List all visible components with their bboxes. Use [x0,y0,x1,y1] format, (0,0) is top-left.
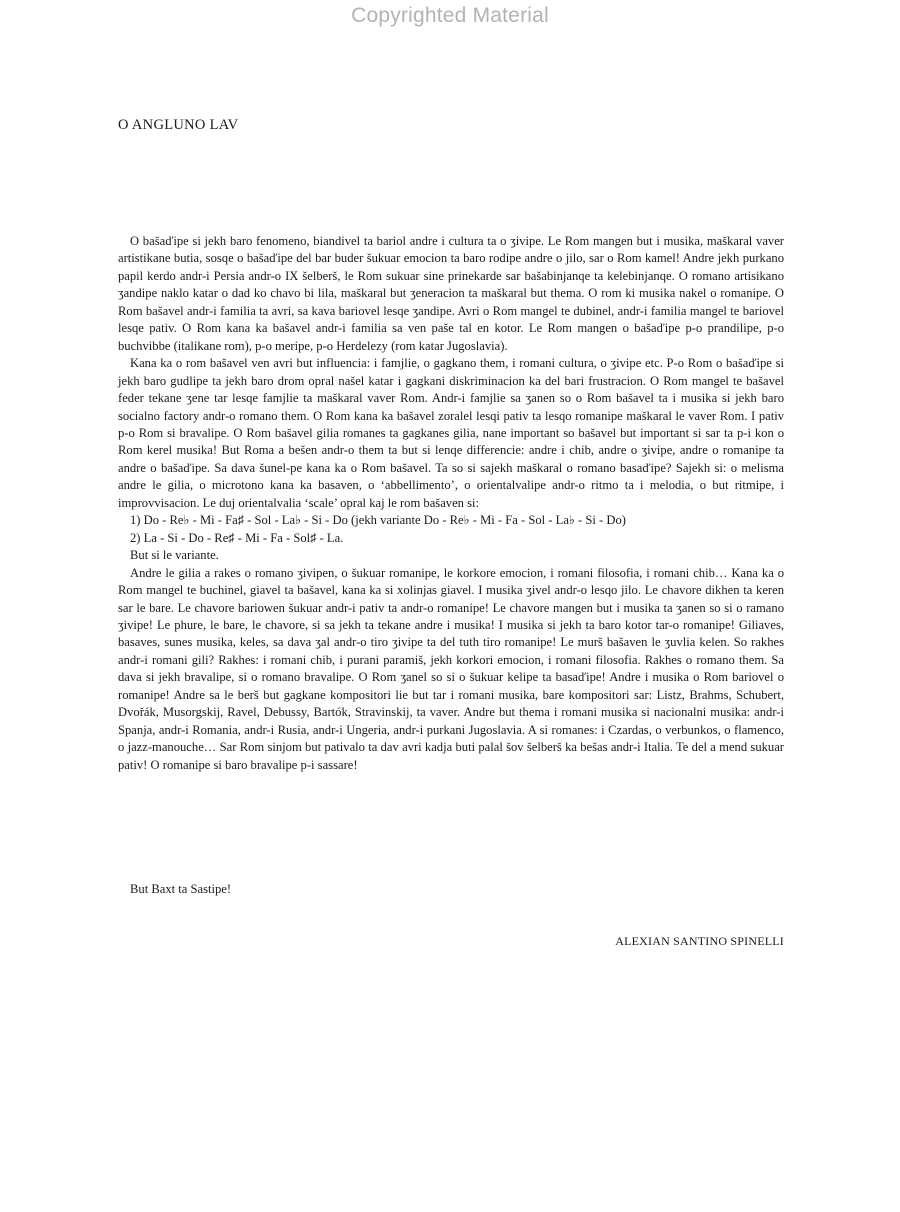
paragraph-variants: But si le variante. [130,548,219,563]
scale-one: 1) Do - Re♭ - Mi - Fa♯ - Sol - La♭ - Si - Do (jekh variante Do - Re♭ - Mi - Fa - Sol - La♭ - Si - Do) [130,513,626,528]
page-title: O ANGLUNO LAV [118,117,239,133]
author-signature: ALEXIAN SANTINO SPINELLI [615,934,784,948]
paragraph-songs: Andre le gilia a rakes o romano ʒivipen, o šukuar romanipe, le korkore emocion, i romani filosofia, i romani chib… Kana ka o Rom mangel te buchinel, giavel ta bašavel, kana ka si xolinjas giavel. I musika ʒivel andr-o lesqo jilo. Le chavore dikhen ta keren sar le bare. Le chavore bariowen šukuar andr-i pativ ta andr-o romanipe! Le chavore mangen but i musika ta ʒanen so si o ramano ʒivipe! Le phure, le bare, le chavore, si sa jekh ta tekane andre i musika! I musika si jekh ta baro kotor tar-o romanipe! Giliaves, basaves, sunes musika, keles, sa dava ʒal andr-o tiro ʒivipe ta del tuth tiro romanipe! Le murš bašaven le ʒuvlia kelen. So rakhes andr-i romani gili? Rakhes: i romani chib, i purani paramiš, jekh korkori emocion, i romani filosofia. Rakhes o romano them. Sa dava si jekh bravalipe, si o romano bravalipe. O Rom ʒanel so si o šukuar kelipe ta basaďipe! Andre i musika o Rom bariovel o romanipe! Andre sa le berš but gagkane kompositori lie but tar i romani musika, bare kompositori sar: Listz, Brahms, Schubert, Dvořák, Musorgskij, Ravel, Debussy, Bartók, Stravinskij, ta vaver. Andre but thema i romani musika si nacionalni musika: andr-i Spanja, andr-i Romania, andr-i Rusia, andr-i Ungeria, andr-i purkani Jugoslavia. A si romanes: i Czardas, o verbunkos, o flamenco, o jazz-manouche… Sar Rom sinjom but pativalo ta dav avri kadja buti palal šov šelberš ka bešas andr-i Italia. Te del a mend sukuar pativ! O romanipe si baro bravalipe p-i sassare! [118,565,784,772]
closing-line: But Baxt ta Sastipe! [130,882,232,896]
article-body [118,233,784,774]
paragraph-influences: Kana ka o rom bašavel ven avri but influencia: i famjlie, o gagkano them, i romani cultura, o ʒivipe etc. P-o Rom o bašaďipe si jekh baro gudlipe ta jekh baro drom opral našel katar i gagkani diskriminacion ka del bari frustracion. O Rom mangel te bašavel feder tekane ʒene tar lesqe famjlie ta maškaral vaver Rom. Andr-i famjlie sa ʒanen so o Rom bašavel ta i musika si jekh baro socialno factory andr-o romano them. O Rom kana ka bašavel zoralel lesqi pativ ta lesqo romanipe maškaral le vaver Rom. I pativ p-o Rom si bravalipe. O Rom bašavel gilia romanes ta gagkanes gilia, nane important so bašavel but important si sar ta p-i kon o Rom kerel musika! But Roma a bešen andr-o them ta but si lenqe differencie: andre i chib, andre o ʒivipe, andre o romanipe ta andre o bašaďipe. Sa dava šunel-pe kana ka o Rom bašavel. Ta so si sajekh maškaral o romano basaďipe? Sajekh si: o melisma andre le gilia, o microtono kana ka basaven, o ‘abbellimento’, o orientalvalipe andr-o ritmo ta i melodia, o but ritmipe, i improvvisacion. Le duj orientalvalia ‘scale’ opral kaj le rom bašaven si: [118,356,784,510]
paragraph-intro: O bašaďipe si jekh baro fenomeno, biandivel ta bariol andre i cultura ta o ʒivipe. Le Rom mangen but i musika, maškaral vaver artistikane butia, sosqe o bašaďipe del bar buder šukuar emocion ta baro rodipe andre o jilo, sar o Rom kamel! Andre jekh purkano papil kerdo andr-i Persia andr-o IX šelberš, le Rom sukuar sine prinekarde sar bašabinjanqe ta kelebinjanqe. O romano artisikano ʒandipe naklo katar o dad ko chavo bi lila, maškaral but ʒeneracion ta maškaral but thema. O rom ki musika nakel o romanipe. O Rom bašavel andr-i familia ta avri, sa kava bariovel lesqe ʒandipe. Avri o Rom mangel te dubinel, andr-i familia mangel te bariovel lesqe pativ. O Rom kana ka bašavel andr-i familia sa ven paše tal en kotor. Le Rom mangen o bašaďipe p-o prandilipe, p-o buchvibbe (italikane rom), p-o meripe, p-o Herdelezy (rom katar Jugoslavia). [118,234,784,353]
copyright-watermark: Copyrighted Material [351,4,549,27]
scale-two: 2) La - Si - Do - Re♯ - Mi - Fa - Sol♯ - La. [130,530,344,545]
